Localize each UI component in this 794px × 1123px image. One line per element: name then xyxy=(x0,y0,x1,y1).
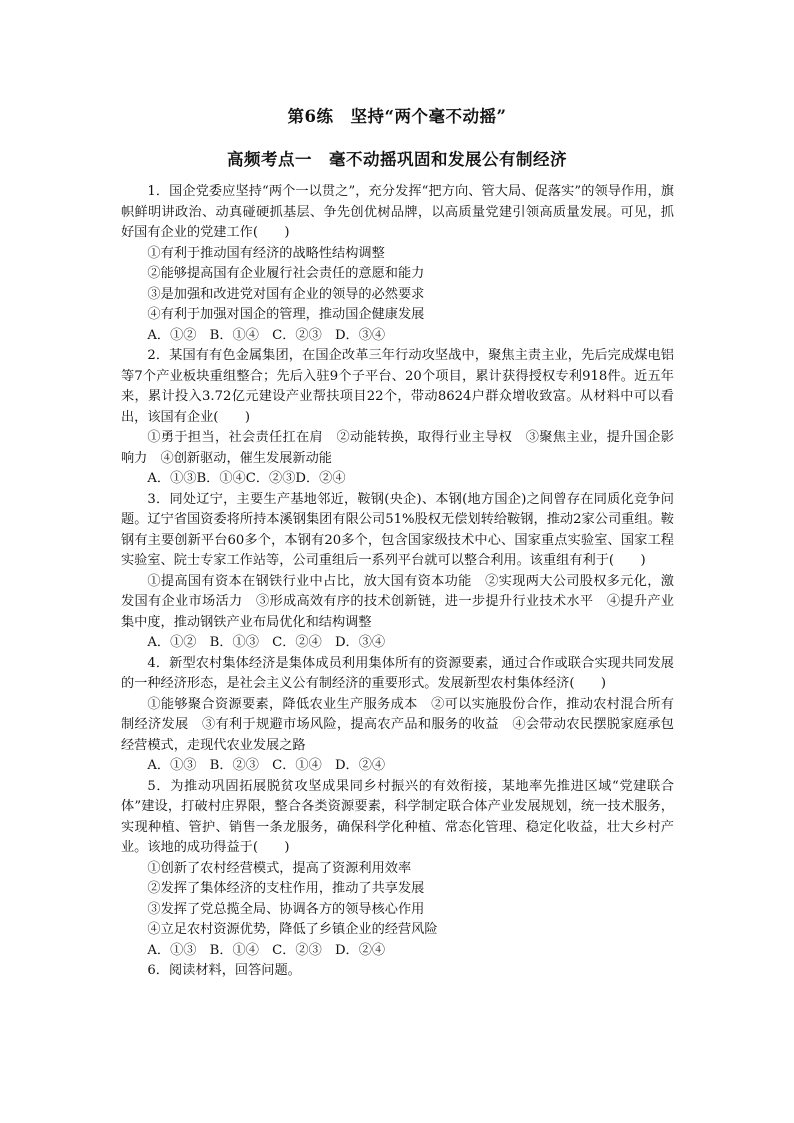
question-4-stem: 4．新型农村集体经济是集体成员利用集体所有的资源要素，通过合作或联合实现共同发展的一种经济形态，是社会主义公有制经济的重要形式。发展新型农村集体经济( ) xyxy=(121,655,674,691)
question-2-options: ①勇于担当，社会责任扛在肩 ②动能转换，取得行业主导权 ③聚焦主业，提升国企影响力 ④创新驱动，催生发展新动能 xyxy=(121,430,674,466)
question-1-option-4: ④有利于加强对国企的管理，推动国企健康发展 xyxy=(147,307,425,322)
section-heading: 高频考点一 毫不动摇巩固和发展公有制经济 xyxy=(227,150,567,169)
question-1-stem: 1．国企党委应坚持“两个一以贯之”，充分发挥“把方向、管大局、促落实”的领导作用，旗帜鲜明讲政治、动真碰硬抓基层、争先创优树品牌，以高质量党建引领高质量发展。可见，抓好国有企业的党建工作( ) xyxy=(121,184,674,240)
question-1-answers: A．①② B．①④ C．②③ D．③④ xyxy=(147,327,386,343)
question-5-stem: 5．为推动巩固拓展脱贫攻坚成果同乡村振兴的有效衔接，某地率先推进区域“党建联合体”建设，打破村庄界限，整合各类资源要素，科学制定联合体产业发展规划，统一技术服务，实现种植、管护、销售一条龙服务，确保科学化种植、常态化管理、稳定化收益，壮大乡村产业。该地的成功得益于( ) xyxy=(121,778,674,855)
question-1-option-3: ③是加强和改进党对国有企业的领导的必然要求 xyxy=(147,286,425,302)
question-5-option-2: ②发挥了集体经济的支柱作用，推动了共享发展 xyxy=(147,881,425,896)
question-6-stem: 6．阅读材料，回答问题。 xyxy=(147,963,301,978)
page-title: 第6练 坚持“两个毫不动摇” xyxy=(287,107,507,126)
question-1-option-1: ①有利于推动国有经济的战略性结构调整 xyxy=(147,245,385,261)
question-5-option-1: ①创新了农村经营模式，提高了资源利用效率 xyxy=(147,860,412,876)
question-5-option-3: ③发挥了党总揽全局、协调各方的领导核心作用 xyxy=(147,901,425,917)
question-1-option-2: ②能够提高国有企业履行社会责任的意愿和能力 xyxy=(147,266,425,281)
question-3-stem: 3．同处辽宁，主要生产基地邻近，鞍钢(央企)、本钢(地方国企)之间曾存在同质化竞争问题。辽宁省国资委将所持本溪钢集团有限公司51%股权无偿划转给鞍钢，推动2家公司重组。鞍钢有主要创新平台60多个，本钢有20多个，包含国家级技术中心、国家重点实验室、国家工程实验室、院士专家工作站等，公司重组后一系列平台就可以整合利用。该重组有利于( ) xyxy=(121,491,674,568)
question-2-answers: A．①③B．①④C．②③D．②④ xyxy=(147,471,346,486)
question-list xyxy=(121,182,674,982)
question-4-options: ①能够聚合资源要素，降低农业生产服务成本 ②可以实施股份合作，推动农村混合所有制经济发展 ③有利于规避市场风险，提高农产品和服务的收益 ④会带动农民摆脱家庭承包经营模式，走现代农业发展之路 xyxy=(121,696,674,753)
question-3-answers: A．①② B．①③ C．②④ D．③④ xyxy=(147,635,386,650)
question-5-answers: A．①③ B．①④ C．②③ D．②④ xyxy=(147,942,386,958)
question-3-options: ①提高国有资本在钢铁行业中占比，放大国有资本功能 ②实现两大公司股权多元化，激发国有企业市场活力 ③形成高效有序的技术创新链，进一步提升行业技术水平 ④提升产业集中度，推动钢铁产业布局优化和结构调整 xyxy=(121,573,674,630)
question-4-answers: A．①③ B．②③ C．①④ D．②④ xyxy=(147,758,386,773)
question-2-stem: 2．某国有有色金属集团，在国企改革三年行动攻坚战中，聚焦主责主业，先后完成煤电铝等7个产业板块重组整合；先后入驻9个子平台、20个项目，累计获得授权专利918件。近五年来，累计投入3.72亿元建设产业帮扶项目22个，带动8624户群众增收致富。从材料中可以看出，该国有企业( ) xyxy=(121,348,674,425)
question-5-option-4: ④立足农村资源优势，降低了乡镇企业的经营风险 xyxy=(147,922,438,937)
